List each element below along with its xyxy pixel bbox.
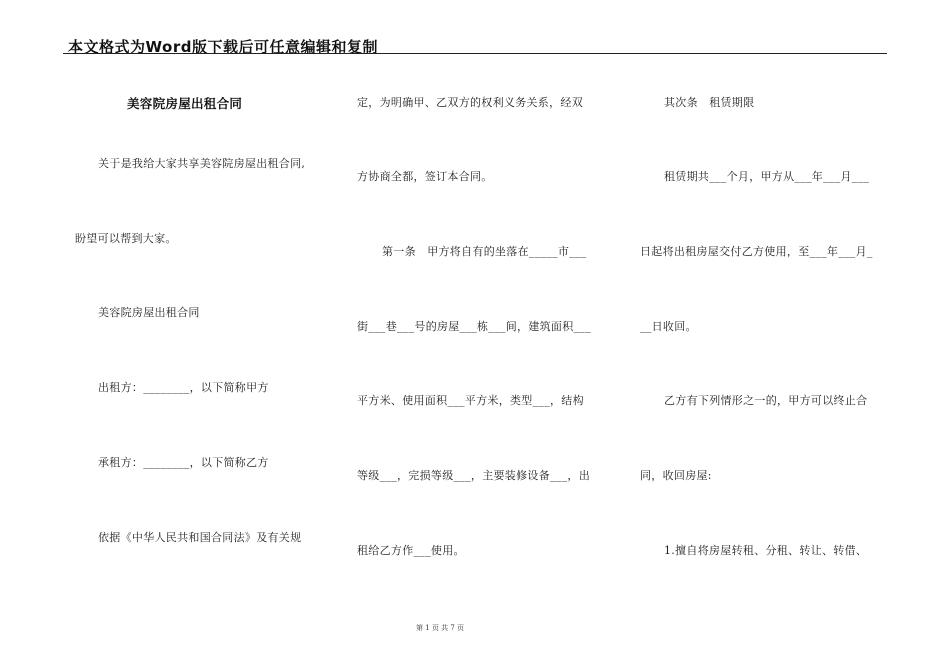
column1-line: 盼望可以帮到大家。: [75, 232, 177, 245]
column2-line: 等级___，完损等级___，主要装修设备___，出: [357, 469, 590, 482]
page-number: 第 1 页 共 7 页: [415, 624, 465, 632]
column2-line: 定，为明确甲、乙双方的权利义务关系，经双: [357, 96, 583, 109]
column2-line: 租给乙方作___使用。: [357, 544, 465, 557]
column1-line: 关于是我给大家共享美容院房屋出租合同,: [98, 157, 306, 170]
column3-line: 租赁期共___个月，甲方从___年___月___: [664, 170, 870, 183]
column3-line: 乙方有下列情形之一的，甲方可以终止合: [664, 394, 868, 407]
column2-line: 第一条 甲方将自有的坐落在_____市___: [382, 245, 587, 258]
column2-line: 方协商全都，签订本合同。: [357, 170, 493, 183]
contract-title: 美容院房屋出租合同: [127, 96, 243, 111]
column3-line: 1.擅自将房屋转租、分租、转让、转借、: [664, 544, 868, 557]
column1-line: 美容院房屋出租合同: [98, 306, 200, 319]
column3-line: 同，收回房屋:: [640, 469, 712, 482]
column2-line: 平方米、使用面积___平方米，类型___，结构: [357, 394, 584, 407]
document-header: 本文格式为Word版下载后可任意编辑和复制: [68, 38, 378, 56]
column1-line: 依据《中华人民共和国合同法》及有关规: [98, 531, 302, 544]
header-rule: [63, 53, 887, 54]
column2-line: 街___巷___号的房屋___栋___间，建筑面积___: [357, 320, 591, 333]
column1-line: 承租方：________，以下简称乙方: [98, 456, 269, 469]
column3-line: 日起将出租房屋交付乙方使用，至___年___月_: [640, 245, 873, 258]
column3-line: __日收回。: [640, 320, 697, 333]
column3-line: 其次条 租赁期限: [664, 96, 755, 109]
column1-line: 出租方：________，以下简称甲方: [98, 381, 269, 394]
